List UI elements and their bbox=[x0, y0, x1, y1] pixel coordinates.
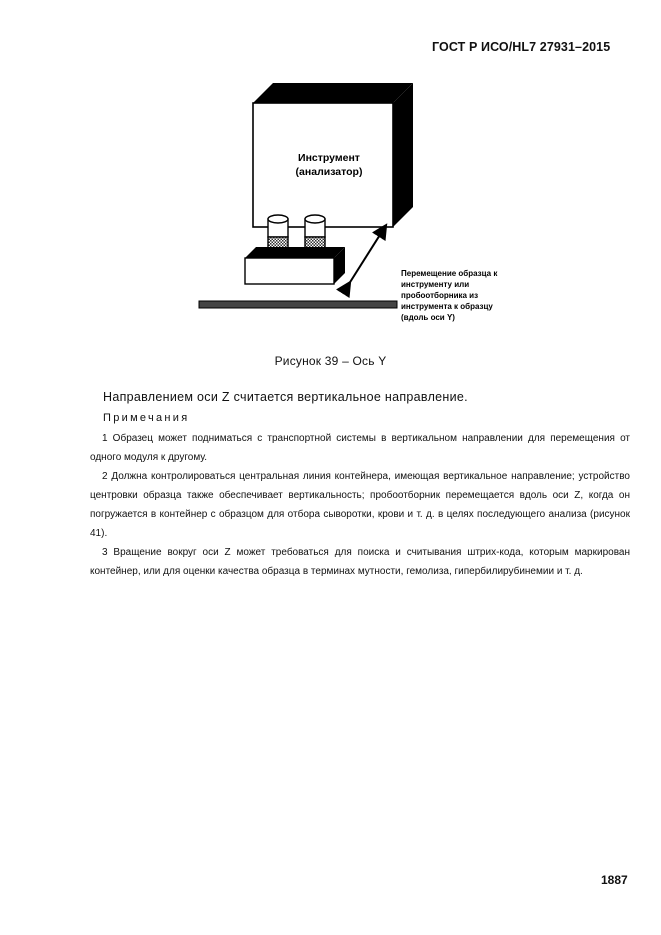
movement-label-line: Перемещение образца к bbox=[401, 269, 498, 278]
movement-label bbox=[401, 269, 498, 322]
y-axis-movement-arrow bbox=[347, 230, 383, 287]
transport-rail bbox=[199, 301, 397, 308]
note-item: 1 Образец может подниматься с транспортной системы в вертикальном направлении для перемещения от одного модуля к другому. bbox=[90, 433, 630, 463]
lead-paragraph: Направлением оси Z считается вертикальное направление. bbox=[103, 390, 468, 404]
standard-header: ГОСТ Р ИСО/HL7 27931–2015 bbox=[432, 40, 611, 54]
movement-label-line: инструмента к образцу bbox=[401, 302, 493, 311]
notes-title: Примечания bbox=[103, 412, 190, 424]
movement-label-line: инструменту или bbox=[401, 280, 470, 289]
figure-caption: Рисунок 39 – Ось Y bbox=[274, 354, 387, 368]
notes-list bbox=[90, 429, 630, 581]
movement-label-line: пробоотборника из bbox=[401, 291, 479, 300]
instrument-label-line2: (анализатор) bbox=[295, 166, 363, 178]
note-item: 3 Вращение вокруг оси Z может требоваться для поиска и считывания штрих-кода, которым маркирован контейнер, или для оценки качества образца в терминах мутности, гемолиза, гипербилирубинемии и т. д. bbox=[90, 547, 630, 577]
sample-holder-block bbox=[245, 247, 345, 284]
note-item: 2 Должна контролироваться центральная линия контейнера, имеющая вертикальное направление; устройство центровки образца также обеспечивает вертикальность; пробоотборник перемещается вдоль оси Z, когда он погружается в контейнер с образцом для отбора сыворотки, крови и т. д. в целях последующего анализа (рисунок 41). bbox=[90, 471, 630, 539]
page-number: 1887 bbox=[601, 873, 628, 887]
figure-y-axis-diagram bbox=[0, 0, 661, 340]
instrument-label-line1: Инструмент bbox=[298, 152, 360, 164]
movement-label-line: (вдоль оси Y) bbox=[401, 313, 455, 322]
